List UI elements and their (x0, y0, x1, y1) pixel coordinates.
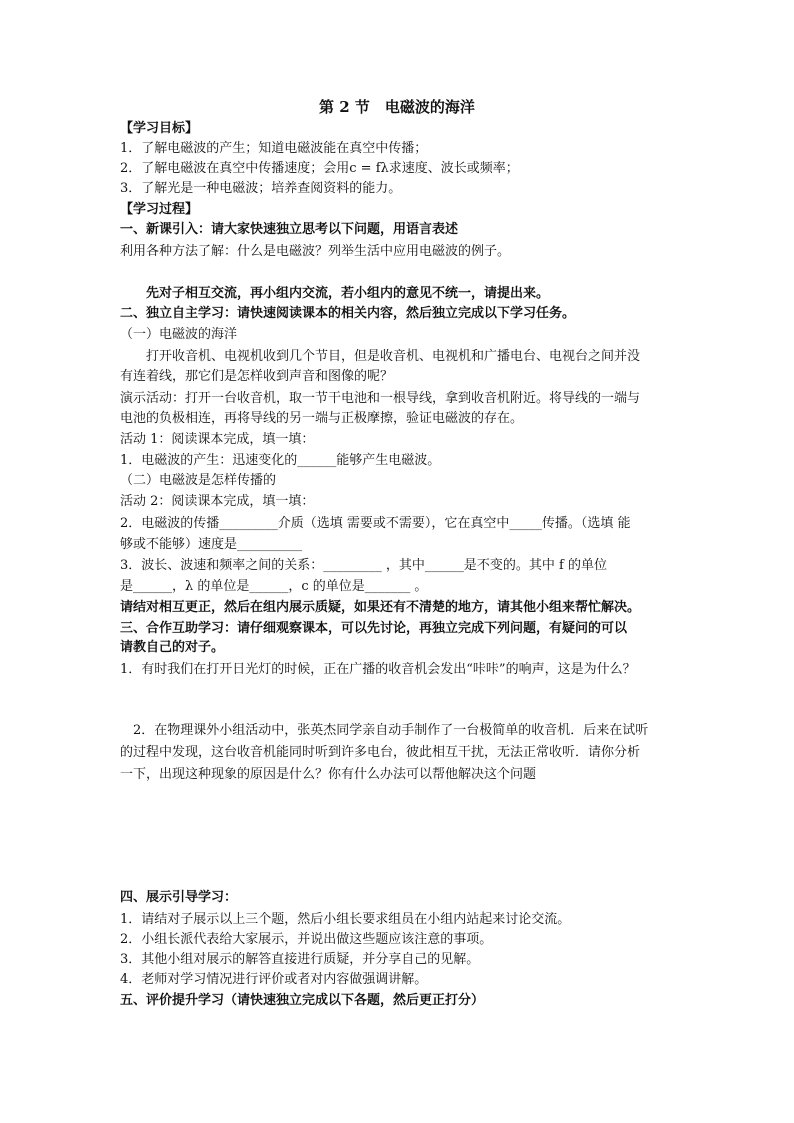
goal-item-2: 2．了解电磁波在真空中传播速度；会用c = fλ求速度、波长或频率； (120, 161, 519, 176)
instruction-line: 请结对相互更正，然后在组内展示质疑，如果还有不清楚的地方，请其他小组来帮忙解决。 (120, 600, 641, 615)
part-1-heading: 一、新课引入：请大家快速独立思考以下问题，用语言表述 (120, 222, 459, 237)
part-5-heading: 五、评价提升学习（请快速独立完成以下各题，然后更正打分） (120, 993, 485, 1008)
subsection-heading: （一）电磁波的海洋 (120, 327, 238, 342)
goal-item-3: 3．了解光是一种电磁波；培养查阅资料的能力。 (120, 181, 402, 196)
text-line: 利用各种方法了解：什么是电磁波？列举生活中应用电磁波的例子。 (120, 244, 511, 259)
fill-blank-item: 是______，λ 的单位是______，c 的单位是_______ 。 (120, 579, 428, 594)
activity-label: 活动 1：阅读课本完成，填一填： (120, 432, 315, 447)
fill-blank-item: 3．波长、波速和频率之间的关系：_________ ，其中______是不变的。其中 f 的单位 (120, 558, 607, 573)
text-line: 电池的负极相连，再将导线的另一端与正极摩擦，验证电磁波的存在。 (120, 411, 524, 426)
step-item-4: 4．老师对学习情况进行评价或者对内容做强调讲解。 (120, 972, 428, 987)
page-title: 第 2 节 电磁波的海洋 (319, 98, 475, 116)
part-2-heading: 二、独立自主学习：请快速阅读课本的相关内容，然后独立完成以下学习任务。 (120, 306, 576, 321)
section-heading-goals: 【学习目标】 (120, 121, 199, 136)
section-heading-process: 【学习过程】 (120, 202, 199, 217)
subsection-heading: （二）电磁波是怎样传播的 (120, 473, 277, 488)
step-item-1: 1．请结对子展示以上三个题，然后小组长要求组员在小组内站起来讨论交流。 (120, 912, 571, 927)
goal-item-1: 1．了解电磁波的产生；知道电磁波能在真空中传播； (120, 141, 428, 156)
question-2-cont: 的过程中发现，这台收音机能同时听到许多电台，彼此相互干扰，无法正常收听．请你分析 (120, 745, 641, 760)
text-line: 演示活动：打开一台收音机，取一节干电池和一根导线，拿到收音机附近。将导线的一端与 (120, 391, 641, 406)
fill-blank-item: 够或不能够）速度是__________ (120, 537, 303, 552)
fill-blank-item: 2．电磁波的传播_________介质（选填 需要或不需要），它在真空中_____传播。（选填 能 (120, 516, 631, 531)
part-3-heading: 三、合作互助学习：请仔细观察课本，可以先讨论，再独立完成下列问题，有疑问的可以 (120, 621, 628, 636)
step-item-3: 3．其他小组对展示的解答直接进行质疑，并分享自己的见解。 (120, 952, 480, 967)
question-1: 1．有时我们在打开日光灯的时候，正在广播的收音机会发出“咔咔”的响声，这是为什么？ (120, 662, 636, 677)
part-4-heading: 四、展示引导学习： (120, 890, 238, 905)
activity-label: 活动 2：阅读课本完成，填一填： (120, 494, 315, 509)
text-line: 打开收音机、电视机收到几个节目，但是收音机、电视机和广播电台、电视台之间并没 (120, 349, 641, 364)
text-line: 有连着线，那它们是怎样收到声音和图像的呢？ (120, 369, 394, 384)
part-3-heading-cont: 请教自己的对子。 (120, 640, 225, 655)
question-2: 2．在物理课外小组活动中，张英杰同学亲自动手制作了一台极简单的收音机．后来在试听 (120, 723, 649, 738)
instruction-line: 先对子相互交流，再小组内交流，若小组内的意见不统一，请提出来。 (120, 286, 550, 301)
fill-blank-item: 1．电磁波的产生：迅速变化的______能够产生电磁波。 (120, 453, 441, 468)
question-2-cont: 一下，出现这种现象的原因是什么？你有什么办法可以帮他解决这个问题 (120, 767, 537, 782)
step-item-2: 2．小组长派代表给大家展示，并说出做这些题应该注意的事项。 (120, 932, 493, 947)
